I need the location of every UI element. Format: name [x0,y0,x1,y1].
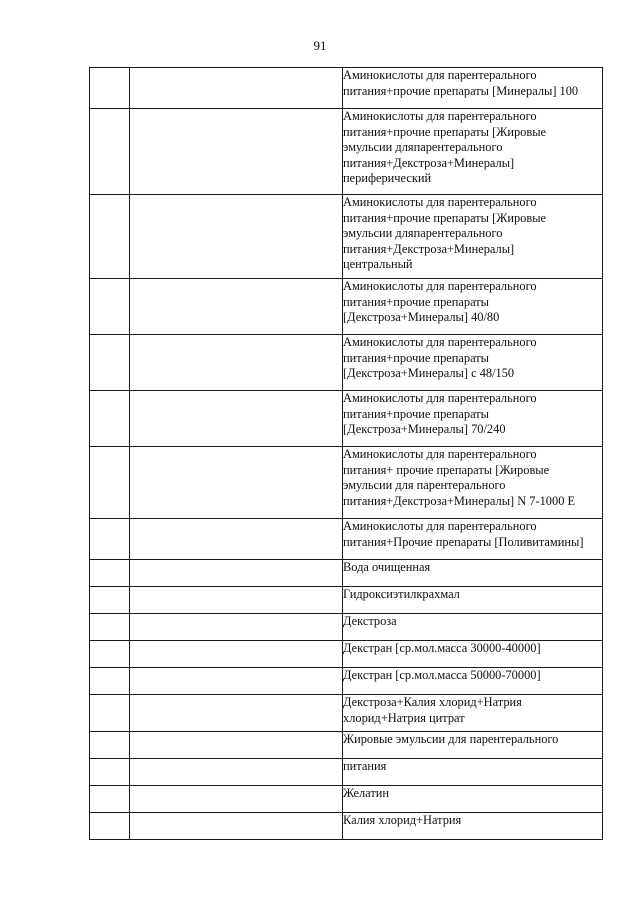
form-cell [130,813,343,840]
form-cell [130,195,343,279]
drug-name-cell: Аминокислоты для парентерального питания+ прочие препараты [Жировые эмульсии для парентерального питания+Декстроза+Минералы] N 7-1000 Е [343,447,603,519]
form-cell [130,614,343,641]
table-row [90,732,603,759]
form-cell [130,391,343,447]
drug-name-cell: питания [343,759,603,786]
code-cell [90,279,130,335]
drug-name-cell: Аминокислоты для парентерального питания+прочие препараты [Минералы] 100 [343,68,603,109]
code-cell [90,641,130,668]
drug-name-cell: Декстран [ср.мол.масса 30000-40000] [343,641,603,668]
code-cell [90,109,130,195]
drug-name-cell: Аминокислоты для парентерального питания+прочие препараты [Жировые эмульсии дляпарентерального питания+Декстроза+Минералы] периферический [343,109,603,195]
drug-name-cell: Аминокислоты для парентерального питания+Прочие препараты [Поливитамины] [343,519,603,560]
form-cell [130,695,343,732]
table-row [90,68,603,109]
table-row [90,447,603,519]
table-row [90,641,603,668]
drug-name-cell: Аминокислоты для парентерального питания+прочие препараты [Декстроза+Минералы] 40/80 [343,279,603,335]
drug-name-cell: Желатин [343,786,603,813]
drug-name-cell: Декстран [ср.мол.масса 50000-70000] [343,668,603,695]
table-row [90,560,603,587]
table-row [90,519,603,560]
code-cell [90,195,130,279]
table-row [90,695,603,732]
form-cell [130,732,343,759]
code-cell [90,732,130,759]
code-cell [90,68,130,109]
table-row [90,614,603,641]
page-number: 91 [313,38,327,53]
form-cell [130,68,343,109]
form-cell [130,447,343,519]
code-cell [90,813,130,840]
table-body [90,68,603,840]
table-row [90,587,603,614]
table-row [90,279,603,335]
code-cell [90,447,130,519]
form-cell [130,641,343,668]
table-row [90,391,603,447]
table-row [90,813,603,840]
table-row [90,786,603,813]
form-cell [130,668,343,695]
form-cell [130,519,343,560]
form-cell [130,109,343,195]
table-row [90,759,603,786]
form-cell [130,560,343,587]
form-cell [130,786,343,813]
table-row [90,335,603,391]
code-cell [90,614,130,641]
drug-name-cell: Аминокислоты для парентерального питания+прочие препараты [Декстроза+Минералы] 70/240 [343,391,603,447]
table-row [90,109,603,195]
form-cell [130,587,343,614]
drug-name-cell: Жировые эмульсии для парентерального [343,732,603,759]
drug-name-cell: Аминокислоты для парентерального питания+прочие препараты [Жировые эмульсии дляпарентерального питания+Декстроза+Минералы] центральный [343,195,603,279]
drug-table [89,67,603,840]
code-cell [90,519,130,560]
code-cell [90,587,130,614]
form-cell [130,759,343,786]
drug-name-cell: Гидроксиэтилкрахмал [343,587,603,614]
code-cell [90,695,130,732]
form-cell [130,279,343,335]
code-cell [90,668,130,695]
code-cell [90,786,130,813]
drug-name-cell: Аминокислоты для парентерального питания+прочие препараты [Декстроза+Минералы] с 48/150 [343,335,603,391]
drug-name-cell: Вода очищенная [343,560,603,587]
code-cell [90,759,130,786]
code-cell [90,335,130,391]
code-cell [90,391,130,447]
drug-name-cell: Декстроза [343,614,603,641]
drug-name-cell: Декстроза+Калия хлорид+Натрия хлорид+Натрия цитрат [343,695,603,732]
drug-name-cell: Калия хлорид+Натрия [343,813,603,840]
table-row [90,195,603,279]
table-row [90,668,603,695]
form-cell [130,335,343,391]
code-cell [90,560,130,587]
